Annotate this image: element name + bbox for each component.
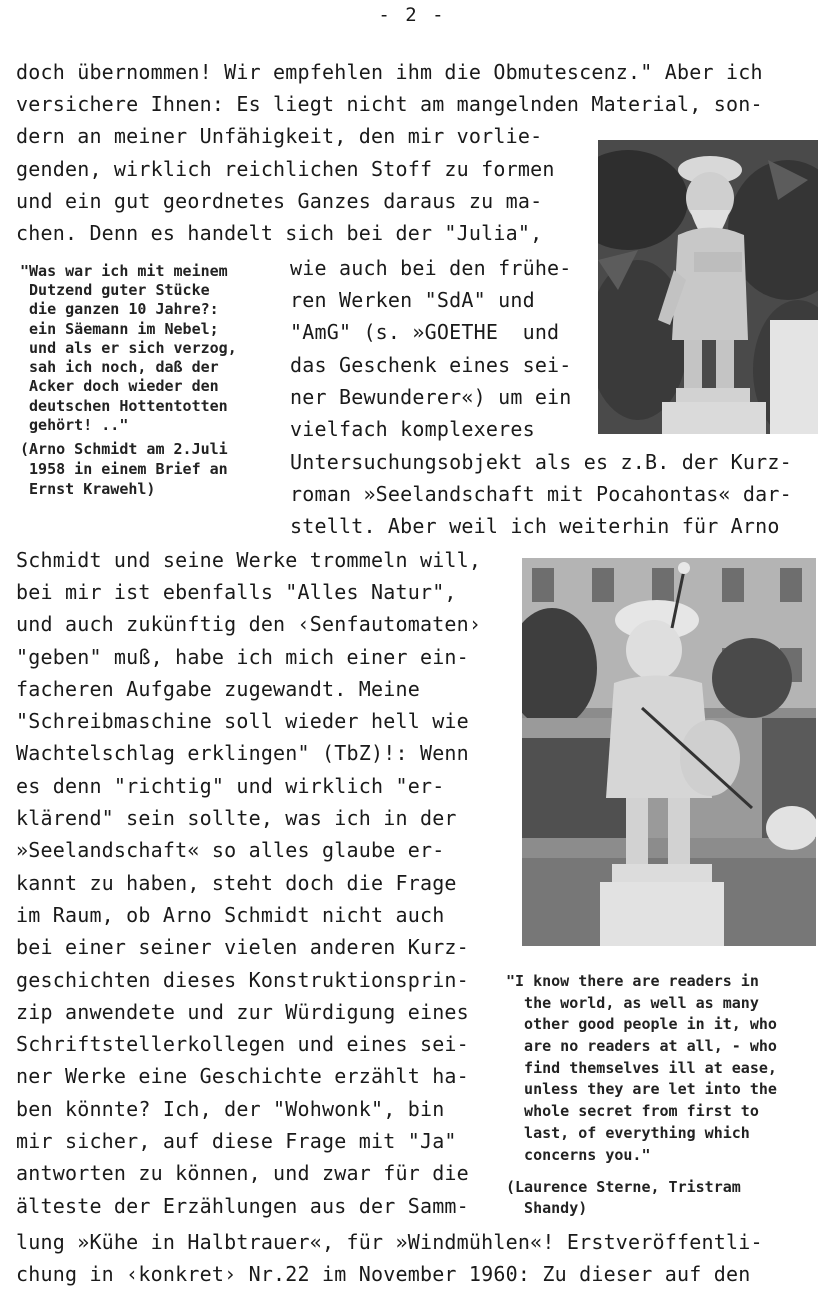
text-line: und ein gut geordnetes Ganzes daraus zu ma- — [16, 189, 543, 213]
quote-line: ein Säemann im Nebel; — [20, 320, 219, 338]
text-line: mir sicher, auf diese Frage mit "Ja" — [16, 1129, 457, 1153]
text-line: doch übernommen! Wir empfehlen ihm die Obmutescenz." Aber ich — [16, 60, 763, 84]
text-line: bei einer seiner vielen anderen Kurz- — [16, 935, 469, 959]
text-line: lung »Kühe in Halbtrauer«, für »Windmühlen«! Erstveröffentli- — [16, 1230, 763, 1254]
text-line: "AmG" (s. »GOETHE und — [290, 320, 560, 344]
text-line: und auch zukünftig den ‹Senfautomaten› — [16, 612, 482, 636]
text-line: geschichten dieses Konstruktionsprin- — [16, 968, 469, 992]
text-line: im Raum, ob Arno Schmidt nicht auch — [16, 903, 445, 927]
quote-line: sah ich noch, daß der — [20, 358, 219, 376]
quote-line: concerns you." — [506, 1146, 651, 1164]
text-line: wie auch bei den frühe- — [290, 256, 572, 280]
text-line: versichere Ihnen: Es liegt nicht am mangelnden Material, son- — [16, 92, 763, 116]
text-line: »Seelandschaft« so alles glaube er- — [16, 838, 445, 862]
quote-line: Dutzend guter Stücke — [20, 281, 210, 299]
text-line: das Geschenk eines sei- — [290, 353, 572, 377]
text-line: Schriftstellerkollegen und eines sei- — [16, 1032, 469, 1056]
text-line: ner Werke eine Geschichte erzählt ha- — [16, 1064, 469, 1088]
quote-line: whole secret from first to — [506, 1102, 759, 1120]
quote-line: und als er sich verzog, — [20, 339, 237, 357]
text-line: antworten zu können, und zwar für die — [16, 1161, 469, 1185]
quote-source-line: Shandy) — [506, 1199, 588, 1217]
photo-dwarf-statue-glasses — [598, 140, 818, 434]
text-line: Untersuchungsobjekt als es z.B. der Kurz- — [290, 450, 792, 474]
text-line: es denn "richtig" und wirklich "er- — [16, 774, 445, 798]
quote-line: Acker doch wieder den — [20, 377, 219, 395]
text-line: ner Bewunderer«) um ein — [290, 385, 572, 409]
text-line: genden, wirklich reichlichen Stoff zu formen — [16, 157, 555, 181]
text-line: älteste der Erzählungen aus der Samm- — [16, 1194, 469, 1218]
quote-source-line: (Laurence Sterne, Tristram — [506, 1178, 741, 1196]
quote-line: "Was war ich mit meinem — [20, 262, 228, 280]
text-line: bei mir ist ebenfalls "Alles Natur", — [16, 580, 457, 604]
text-line: klärend" sein sollte, was ich in der — [16, 806, 457, 830]
text-line: "Schreibmaschine soll wieder hell wie — [16, 709, 469, 733]
text-line: vielfach komplexeres — [290, 417, 535, 441]
text-line: Wachtelschlag erklingen" (TbZ)!: Wenn — [16, 741, 469, 765]
text-line: kannt zu haben, steht doch die Frage — [16, 871, 457, 895]
quote-line: die ganzen 10 Jahre?: — [20, 300, 219, 318]
quote-line: other good people in it, who — [506, 1015, 777, 1033]
quote-line: find themselves ill at ease, — [506, 1059, 777, 1077]
page-number: - 2 - — [378, 4, 446, 26]
text-line: stellt. Aber weil ich weiterhin für Arno — [290, 514, 780, 538]
text-line: ren Werken "SdA" und — [290, 288, 535, 312]
text-line: "geben" muß, habe ich mich einer ein- — [16, 645, 469, 669]
quote-source-line: 1958 in einem Brief an — [20, 460, 228, 478]
quote-line: gehört! .." — [20, 416, 129, 434]
text-line: dern an meiner Unfähigkeit, den mir vorlie- — [16, 124, 543, 148]
quote-source-line: (Arno Schmidt am 2.Juli — [20, 440, 228, 458]
text-line: facheren Aufgabe zugewandt. Meine — [16, 677, 420, 701]
text-line: zip anwendete und zur Würdigung eines — [16, 1000, 469, 1024]
quote-source-line: Ernst Krawehl) — [20, 480, 156, 498]
text-line: chung in ‹konkret› Nr.22 im November 1960: Zu dieser auf den — [16, 1262, 751, 1286]
text-line: roman »Seelandschaft mit Pocahontas« dar- — [290, 482, 792, 506]
text-line: chen. Denn es handelt sich bei der "Julia", — [16, 221, 543, 245]
text-line: Schmidt und seine Werke trommeln will, — [16, 548, 482, 572]
quote-line: are no readers at all, - who — [506, 1037, 777, 1055]
quote-line: "I know there are readers in — [506, 972, 759, 990]
quote-line: unless they are let into the — [506, 1080, 777, 1098]
quote-line: deutschen Hottentotten — [20, 397, 228, 415]
photo-dwarf-statue-drum — [522, 558, 816, 946]
quote-line: the world, as well as many — [506, 994, 759, 1012]
text-line: ben könnte? Ich, der "Wohwonk", bin — [16, 1097, 445, 1121]
quote-line: last, of everything which — [506, 1124, 750, 1142]
